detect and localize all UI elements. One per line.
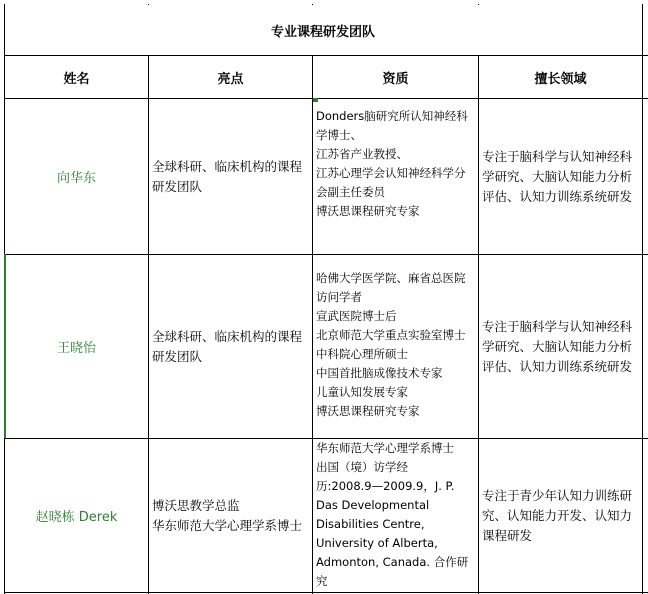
cell-line: 学研究、大脑认知能力分析 [482,168,633,184]
cell-line: 专注于脑科学与认知神经科 [482,148,633,164]
table-row-qualifications [313,107,478,221]
cell-line: 江苏省产业教授、 [316,147,408,161]
table-row-name: 王晓怡 [56,341,96,356]
cell-line: 学研究、大脑认知能力分析 [482,338,633,354]
cell-line: 博沃思课程研究专家 [316,404,420,418]
table-row-expertise [479,255,642,438]
cell-line: 全球科研、临床机构的课程 [152,328,303,344]
cell-line: 评估、认知力训练系统研发 [482,358,633,374]
cell-line: 华东师范大学心理学系博士 [316,441,454,455]
table-row-highlights [149,99,312,254]
cell-line: 出国（境）访学经 [316,460,408,474]
cell-line: 江苏心理学会认知神经科学分 [316,166,466,180]
cell-line: Donders脑研究所认知神经科 [316,109,468,123]
cell-line: Disabilities Centre, [316,517,425,531]
table-row-expertise [479,99,642,254]
cell-line: 课程研发 [482,527,533,543]
cell-line: 专注于青少年认知力训练研 [482,487,633,503]
cell-line: 博沃思课程研究专家 [316,204,420,218]
table-row-qualifications [313,439,478,591]
cell-line: 访问学者 [316,290,362,304]
cell-line: 华东师范大学心理学系博士 [152,517,303,533]
table-row-qualifications [313,269,478,421]
cell-line: 研发团队 [152,178,203,194]
table-row-highlights [149,439,312,592]
cell-line: 中科院心理所硕士 [316,347,408,361]
header-qualifications: 资质 [382,71,409,87]
header-expertise: 擅长领域 [534,71,587,87]
cell-line: 究、认知能力开发、认知力 [482,507,633,523]
cell-line: 中国首批脑成像技术专家 [316,366,443,380]
cell-line: 学博士、 [316,128,362,142]
table-row-name: 向华东 [56,171,96,186]
cell-line: 宣武医院博士后 [316,309,397,323]
cell-line: 儿童认知发展专家 [316,385,408,399]
cell-line: 究 [316,574,328,588]
table-row-highlights [149,255,312,438]
grid-line [642,0,643,594]
comment-marker [313,98,318,102]
table-row-name: 赵晓栋 Derek [35,510,118,525]
header-name: 姓名 [63,71,90,87]
cell-line: 博沃思教学总监 [152,497,240,513]
cell-line: 研发团队 [152,348,203,364]
cell-line: 哈佛大学医学院、麻省总医院 [316,271,466,285]
cell-line: 评估、认知力训练系统研发 [482,188,633,204]
table-row-expertise [479,439,642,592]
cell-line: 历:2008.9—2009.9，J. P. [316,479,455,493]
cell-line: 会副主任委员 [316,185,385,199]
cell-line: 全球科研、临床机构的课程 [152,158,303,174]
grid-line [4,592,648,593]
cell-line: 专注于脑科学与认知神经科 [482,318,633,334]
table-title: 专业课程研发团队 [5,5,641,55]
cell-line: 北京师范大学重点实验室博士 [316,328,466,342]
cell-line: Das Developmental [316,498,430,512]
cell-line: Admonton, Canada. 合作研 [316,555,469,569]
header-highlights: 亮点 [217,71,244,87]
cell-line: University of Alberta, [316,536,438,550]
